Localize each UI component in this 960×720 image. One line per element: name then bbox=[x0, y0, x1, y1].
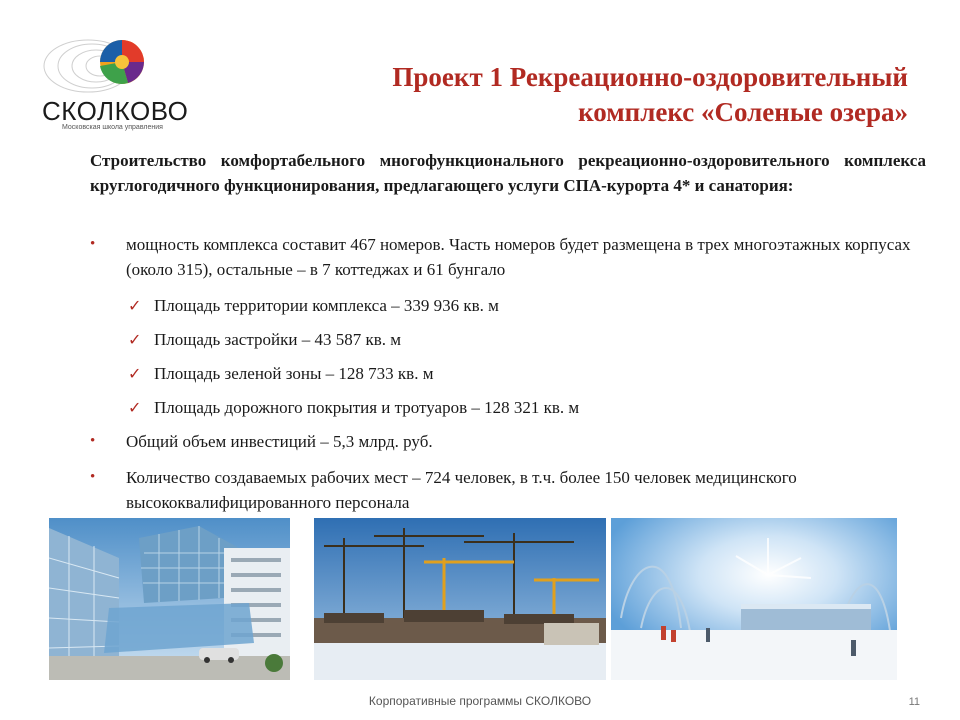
check-list-item bbox=[90, 293, 926, 318]
check-list-item bbox=[90, 395, 926, 420]
slide-footer: Корпоративные программы СКОЛКОВО bbox=[368, 694, 592, 708]
intro-paragraph: Строительство комфортабельного многофункционального рекреационно-оздоровительного комплекса круглогодичного функционирования, предлагающего услуги СПА-курорта 4* и санатория: bbox=[90, 151, 926, 195]
photo-construction-site bbox=[314, 518, 606, 680]
checkmark-icon: ✓ bbox=[128, 296, 142, 315]
slide-title-line-2: комплекс «Соленые озера» bbox=[578, 97, 908, 127]
slide-title-line-1: Проект 1 Рекреационно-оздоровительный bbox=[392, 62, 908, 92]
check-list-item bbox=[90, 327, 926, 352]
bullet-dot-icon: • bbox=[90, 236, 96, 252]
page-number: 11 bbox=[908, 696, 920, 708]
skolkovo-logo bbox=[38, 36, 188, 134]
bullet-dot-icon: • bbox=[90, 469, 96, 485]
check-item-text: Площадь зеленой зоны – 128 733 кв. м bbox=[154, 364, 434, 383]
list-item bbox=[90, 232, 926, 282]
list-item bbox=[90, 429, 926, 454]
list-item-text: Количество создаваемых рабочих мест – 724 человек, в т.ч. более 150 человек медицинского высококвалифицированного персонала bbox=[126, 468, 797, 512]
photo-building-render bbox=[49, 518, 290, 680]
photo-strip bbox=[49, 518, 897, 680]
logo-subtitle: Московская школа управления bbox=[62, 124, 163, 131]
logo-wordmark: СКОЛКОВО bbox=[42, 96, 189, 126]
list-item-text: мощность комплекса составит 467 номеров. Часть номеров будет размещена в трех многоэтажных корпусах (около 315), остальные – в 7 коттеджах и 61 бунгало bbox=[126, 235, 911, 279]
checkmark-icon: ✓ bbox=[128, 330, 142, 349]
slide-title bbox=[268, 60, 908, 130]
check-item-text: Площадь территории комплекса – 339 936 кв. м bbox=[154, 296, 499, 315]
photo-winter-resort bbox=[611, 518, 897, 680]
check-list-item bbox=[90, 361, 926, 386]
bullet-dot-icon: • bbox=[90, 433, 96, 449]
checkmark-icon: ✓ bbox=[128, 398, 142, 417]
check-item-text: Площадь застройки – 43 587 кв. м bbox=[154, 330, 401, 349]
list-item-text: Общий объем инвестиций – 5,3 млрд. руб. bbox=[126, 432, 433, 451]
check-item-text: Площадь дорожного покрытия и тротуаров – 128 321 кв. м bbox=[154, 398, 580, 417]
facts-list bbox=[90, 232, 926, 520]
checkmark-icon: ✓ bbox=[128, 364, 142, 383]
list-item bbox=[90, 465, 926, 515]
